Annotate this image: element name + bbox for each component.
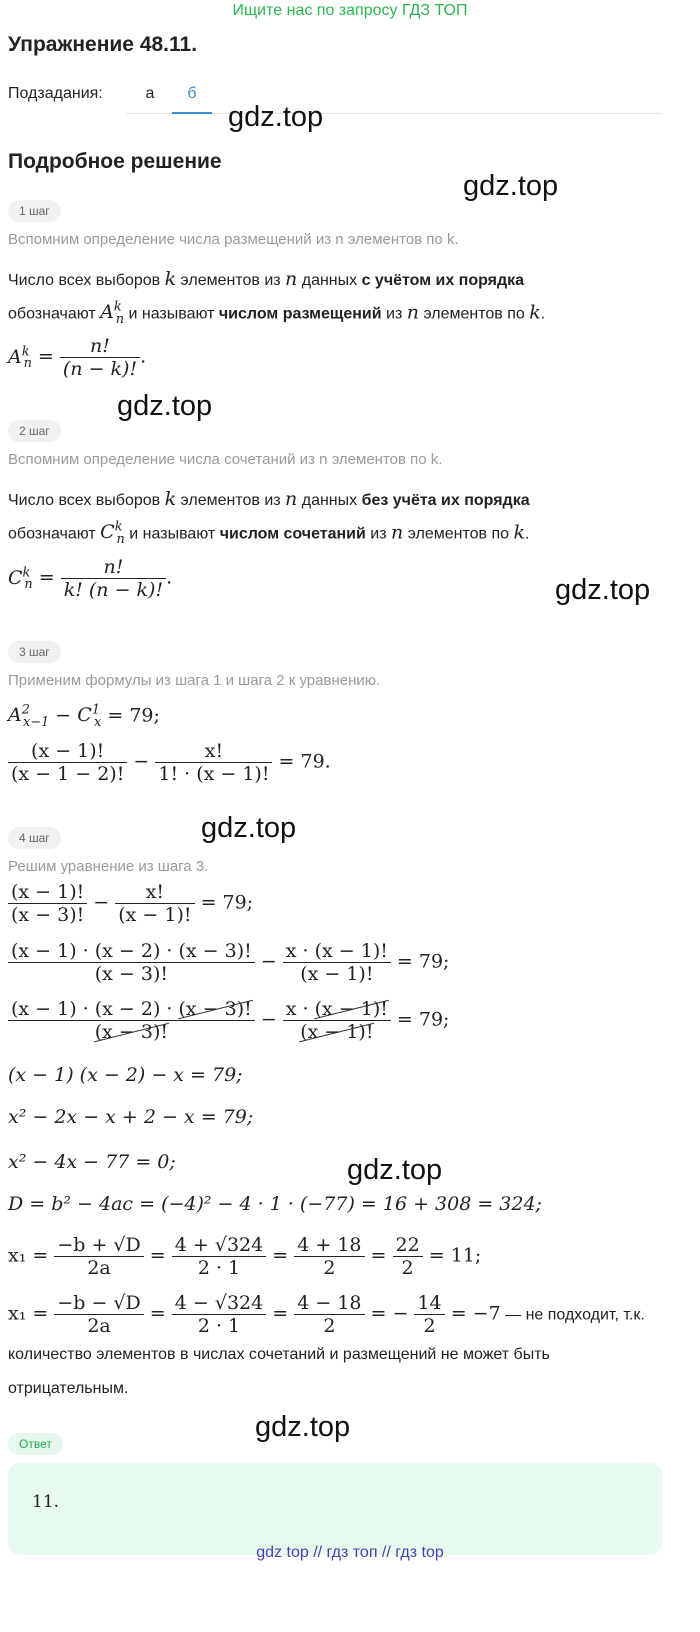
- solution-heading: Подробное решение: [8, 150, 222, 173]
- footer-links[interactable]: gdz top // гдз топ // гдз top: [256, 1544, 444, 1561]
- equation-line: x² − 4x − 77 = 0;: [8, 1151, 176, 1173]
- step-text: Число всех выборов k элементов из n данных с учётом их порядка: [8, 268, 525, 290]
- discriminant-line: D = b² − 4ac = (−4)² − 4 · 1 · (−77) = 16 + 308 = 324;: [8, 1193, 542, 1215]
- answer-box: [8, 1463, 662, 1555]
- root-x2-line: x₁ = $\frac{-b - √D}{2a}$ = $\frac{4 - √324}{2 \cdot 1}$ = $\frac{4 - 18}{2}$ = − $\frac{14}{2}$ = −7 — не подходит, т.к.: [8, 1292, 645, 1337]
- root-x1-line: x₁ = $\frac{-b + √D}{2a}$ = $\frac{4 + √324}{2 \cdot 1}$ = $\frac{4 + 18}{2}$ = $\frac{22}{2}$ = 11;: [8, 1234, 482, 1279]
- equation-line: $\frac{(x - 1)!}{(x - 1 - 2)!}$ − $\frac{x!}{1! \cdot (x - 1)!}$ = 79.: [8, 740, 331, 785]
- equation-line: (x − 1) (x − 2) − x = 79;: [8, 1064, 243, 1086]
- equation-line-cancelled: $\frac{(x - 1) \cdot (x - 2) \cdot (x - 3)!}{(x - 3)!}$ − $\frac{x \cdot (x - 1)!}{(x - 1)!}$ = 79;: [8, 998, 449, 1043]
- step-text: количество элементов в числах сочетаний и размещений не может быть: [8, 1346, 550, 1363]
- step-text: обозначают $C^k_n$ и называют числом сочетаний из n элементов по k.: [8, 520, 530, 548]
- step-intro: Применим формулы из шага 1 и шага 2 к уравнению.: [8, 672, 381, 689]
- step-badge: 2 шаг: [8, 420, 61, 442]
- step-text: отрицательным.: [8, 1380, 129, 1397]
- formula-combinations: $C^k_n$ = $\frac{n!}{k! (n - k)!}$ .: [8, 556, 173, 601]
- step-intro: Вспомним определение числа размещений из n элементов по k.: [8, 231, 459, 248]
- step-badge: 4 шаг: [8, 827, 61, 849]
- watermark: gdz.top: [117, 390, 213, 422]
- watermark: gdz.top: [555, 574, 651, 606]
- equation-line: $\frac{(x - 1)!}{(x - 3)!}$ − $\frac{x!}{(x - 1)!}$ = 79;: [8, 881, 253, 926]
- step-intro: Решим уравнение из шага 3.: [8, 858, 209, 875]
- formula-arrangements: $A^k_n$ = $\frac{n!}{(n - k)!}$ .: [8, 335, 147, 380]
- watermark: gdz.top: [201, 812, 297, 844]
- active-tab-indicator: [172, 112, 212, 114]
- step-badge: 1 шаг: [8, 200, 61, 222]
- equation-line: $A^2_{x-1} - C^1_x = 79$;: [8, 703, 160, 731]
- search-banner[interactable]: Ищите нас по запросу ГДЗ ТОП: [232, 2, 468, 19]
- subtasks-label: Подзадания:: [8, 85, 103, 102]
- tab-subtask-a[interactable]: а: [145, 85, 155, 102]
- watermark: gdz.top: [347, 1154, 443, 1186]
- watermark: gdz.top: [228, 101, 324, 133]
- step-badge: 3 шаг: [8, 641, 61, 663]
- step-text: Число всех выборов k элементов из n данных без учёта их порядка: [8, 488, 530, 510]
- answer-value: 11.: [32, 1492, 60, 1512]
- exercise-title: Упражнение 48.11.: [8, 33, 198, 56]
- step-intro: Вспомним определение числа сочетаний из n элементов по k.: [8, 451, 443, 468]
- equation-line: x² − 2x − x + 2 − x = 79;: [8, 1106, 254, 1128]
- answer-badge: Ответ: [8, 1433, 63, 1455]
- watermark: gdz.top: [255, 1411, 351, 1443]
- equation-line: $\frac{(x - 1) \cdot (x - 2) \cdot (x - 3)!}{(x - 3)!}$ − $\frac{x \cdot (x - 1)!}{(x - 1)!}$ = 79;: [8, 940, 449, 985]
- watermark: gdz.top: [463, 170, 559, 202]
- tab-subtask-b[interactable]: б: [187, 85, 197, 102]
- step-text: обозначают $A^k_n$ и называют числом размещений из n элементов по k.: [8, 300, 546, 328]
